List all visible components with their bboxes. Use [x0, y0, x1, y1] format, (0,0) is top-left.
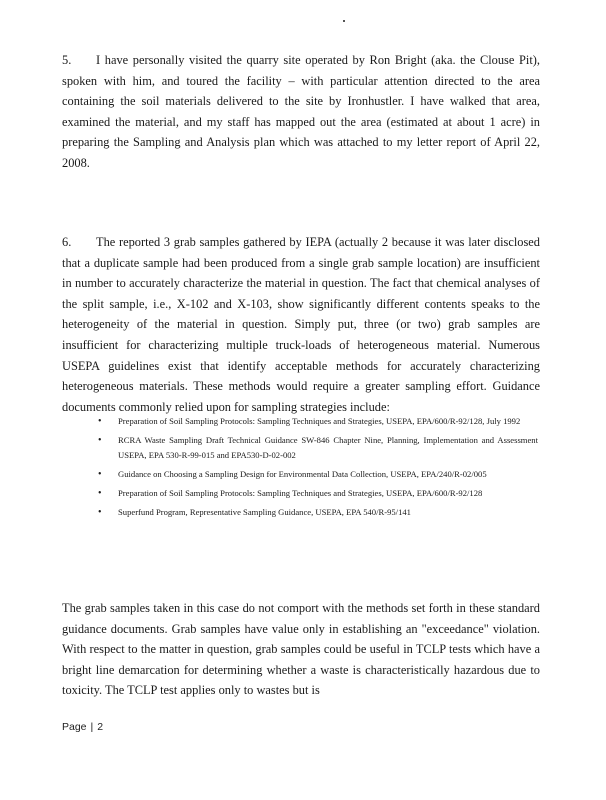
page-label: Page: [62, 721, 87, 733]
guidance-document-list: [118, 414, 538, 524]
paragraph-7: [62, 598, 540, 701]
paragraph-5-text: I have personally visited the quarry site operated by Ron Bright (aka. the Clouse Pit), spoken with him, and toured the facility – with particular attention directed to the area containing the soil materials delivered to the site by Ironhustler. I have walked that area, examined the material, and my staff has mapped out the area (estimated at about 1 acre) in preparing the Sampling and Analysis plan which was attached to my letter report of April 22, 2008.: [62, 53, 540, 170]
page-footer: [62, 721, 103, 733]
paragraph-7-text: The grab samples taken in this case do not comport with the methods set forth in these standard guidance documents. Grab samples have value only in establishing an "exceedance" violation. With respect to the matter in question, grab samples could be useful in TCLP tests which have a bright line demarcation for determining whether a waste is characteristically hazardous due to toxicity. The TCLP test applies only to wastes but is: [62, 601, 540, 698]
paragraph-5-number: 5.: [62, 53, 72, 67]
page-separator: |: [90, 721, 94, 733]
page-number: 2: [97, 721, 104, 733]
list-item: • Guidance on Choosing a Sampling Design for Environmental Data Collection, USEPA, EPA/240/R-02/005: [118, 467, 538, 482]
paragraph-6-text: The reported 3 grab samples gathered by IEPA (actually 2 because it was later disclosed that a duplicate sample had been produced from a single grab sample location) are insufficient in number to accurately characterize the material in question. The fact that chemical analyses of the split sample, i.e., X-102 and X-103, show significantly different contents speaks to the heterogeneity of the material in question. Simply put, three (or two) grab samples are insufficient for characterizing multiple truck-loads of heterogeneous material. Numerous USEPA guidelines exist that identify acceptable methods for accurately characterizing heterogeneous materials. These methods would require a greater sampling effort. Guidance documents commonly relied upon for sampling strategies include:: [62, 235, 540, 414]
list-item: • Superfund Program, Representative Sampling Guidance, USEPA, EPA 540/R-95/141: [118, 505, 538, 520]
paragraph-6: [62, 232, 540, 417]
list-item: • Preparation of Soil Sampling Protocols: Sampling Techniques and Strategies, USEPA, EPA/600/R-92/128, July 1992: [118, 414, 538, 429]
paragraph-5: [62, 50, 540, 174]
scan-speck: [343, 20, 345, 22]
list-item: • RCRA Waste Sampling Draft Technical Guidance SW-846 Chapter Nine, Planning, Implementation and Assessment USEPA, EPA 530-R-99-015 and EPA530-D-02-002: [118, 433, 538, 463]
list-item: • Preparation of Soil Sampling Protocols: Sampling Techniques and Strategies, USEPA, EPA/600/R-92/128: [118, 486, 538, 501]
paragraph-6-number: 6.: [62, 235, 72, 249]
